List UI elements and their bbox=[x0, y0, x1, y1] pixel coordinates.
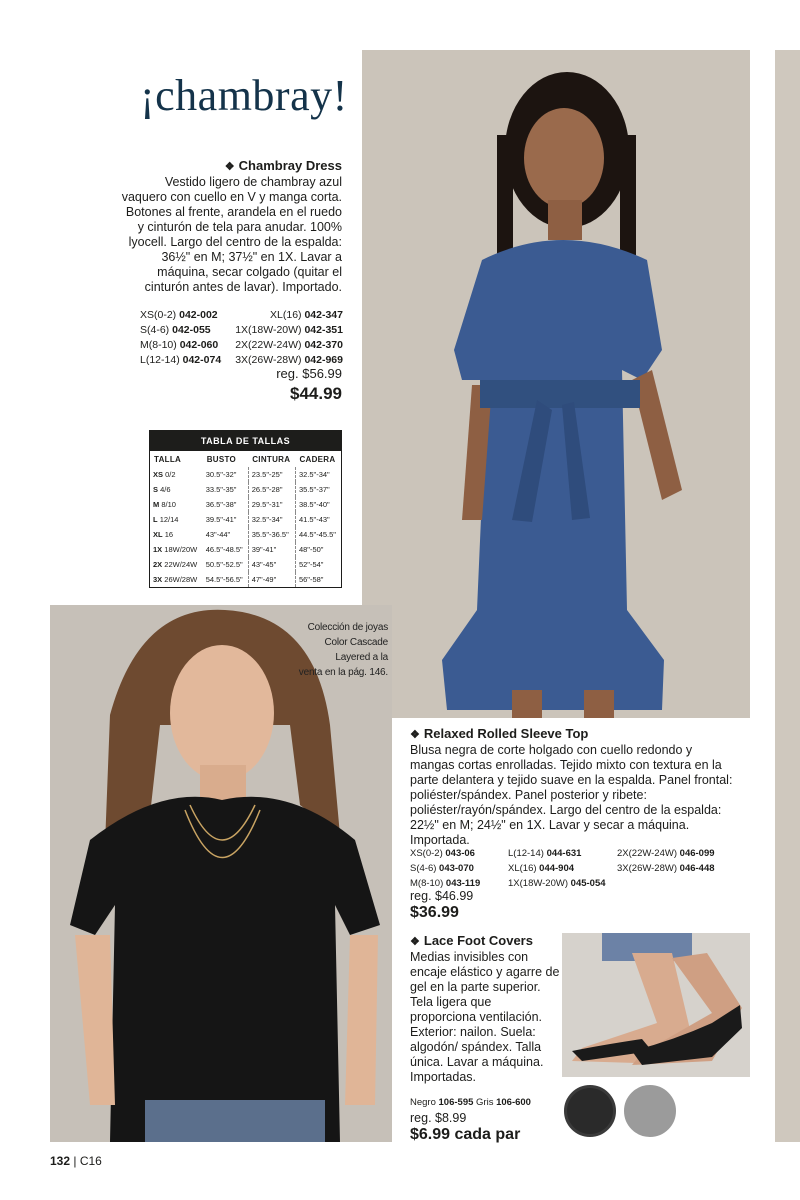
folio-separator: | bbox=[73, 1154, 77, 1168]
jewelry-note-line: venta en la pág. 146. bbox=[298, 667, 388, 678]
page-folio bbox=[50, 1154, 102, 1168]
swatch-black[interactable] bbox=[562, 1083, 618, 1139]
top-copy bbox=[410, 726, 740, 848]
sku-column: L(12-14) 044-631 XL(16) 044-904 1X(18W-20W) 045-054 bbox=[508, 848, 606, 889]
size-chart-row: XS 0/2 30.5"-32" 23.5"-25" 32.5"-34" bbox=[150, 467, 341, 482]
dress-model-photo bbox=[362, 50, 750, 718]
size-chart bbox=[149, 430, 342, 588]
size-chart-row: M 8/10 36.5"-38" 29.5"-31" 38.5"-40" bbox=[150, 497, 341, 512]
size-chart-header: CADERA bbox=[299, 455, 336, 464]
sku-column: 2X(22W-24W) 046-099 3X(26W-28W) 046-448 bbox=[617, 848, 715, 874]
catalog-code: C16 bbox=[79, 1154, 102, 1168]
size-chart-row: XL 16 43"-44" 35.5"-36.5" 44.5"-45.5" bbox=[150, 527, 341, 542]
diamond-icon: ❖ bbox=[410, 729, 420, 741]
size-chart-row: 2X 22W/24W 50.5"-52.5" 43"-45" 52"-54" bbox=[150, 557, 341, 572]
size-chart-title: TABLA DE TALLAS bbox=[150, 431, 341, 451]
dress-regular-price: reg. $56.99 bbox=[276, 366, 342, 381]
dress-sku-list bbox=[140, 308, 343, 368]
jewelry-note-line: Colección de joyas bbox=[307, 622, 388, 633]
covers-title-text: Lace Foot Covers bbox=[423, 933, 533, 948]
next-page-edge bbox=[775, 50, 800, 1142]
jewelry-note bbox=[298, 620, 388, 680]
page-number: 132 bbox=[50, 1154, 71, 1168]
sku-column: XS(0-2) 043-06 S(4-6) 043-070 M(8-10) 043-119 bbox=[410, 848, 481, 889]
dress-description: Vestido ligero de chambray azul vaquero con cuello en V y manga corta. Botones al frente, arandela en el ruedo y cinturón de tela para anudar. 100% lyocell. Largo del centro de la espalda: 36½" en M; 37½" en 1X. Lavar a máquina, secar colgado (quitar el cinturón antes de lavar). Importado. bbox=[121, 175, 342, 294]
top-model-photo bbox=[50, 605, 392, 1142]
sku-row: L(12-14) 042-074 3X(26W-28W) 042-969 bbox=[140, 354, 343, 366]
sku-row: XS(0-2) 042-002 XL(16) 042-347 bbox=[140, 309, 343, 321]
size-chart-header: TALLA bbox=[154, 455, 182, 464]
sku-row: S(4-6) 042-055 1X(18W-20W) 042-351 bbox=[140, 324, 343, 336]
covers-sku-line: Negro 106-595 Gris 106-600 bbox=[410, 1097, 531, 1108]
covers-description: Medias invisibles con encaje elástico y agarre de gel en la parte superior. Tela ligera que proporciona ventilación. Exterior: nailon. Suela: algodón/ spándex. Talla única. Lavar a máquina. Importadas. bbox=[410, 950, 560, 1084]
jewelry-note-line: Layered a la bbox=[335, 652, 388, 663]
swatch-gray[interactable] bbox=[622, 1083, 678, 1139]
covers-title bbox=[410, 933, 560, 950]
sku-row: M(8-10) 042-060 2X(22W-24W) 042-370 bbox=[140, 339, 343, 351]
covers-copy bbox=[410, 933, 560, 1085]
dress-sale-price: $44.99 bbox=[290, 384, 342, 403]
top-title-text: Relaxed Rolled Sleeve Top bbox=[423, 726, 589, 741]
dress-title bbox=[118, 158, 342, 175]
covers-sale-price: $6.99 cada par bbox=[410, 1126, 521, 1143]
size-chart-row: 3X 26W/28W 54.5"-56.5" 47"-49" 56"-58" bbox=[150, 572, 341, 587]
size-chart-header: CINTURA bbox=[252, 455, 291, 464]
foot-covers-photo bbox=[562, 933, 750, 1077]
covers-regular-price: reg. $8.99 bbox=[410, 1111, 467, 1125]
size-chart-header: BUSTO bbox=[206, 455, 237, 464]
jewelry-note-line: Color Cascade bbox=[324, 637, 388, 648]
diamond-icon: ❖ bbox=[410, 936, 420, 948]
size-chart-row: S 4/6 33.5"-35" 26.5"-28" 35.5"-37" bbox=[150, 482, 341, 497]
top-title bbox=[410, 726, 740, 743]
size-chart-row: L 12/14 39.5"-41" 32.5"-34" 41.5"-43" bbox=[150, 512, 341, 527]
dress-copy bbox=[118, 158, 342, 295]
page-headline: ¡chambray! bbox=[140, 71, 348, 120]
dress-title-text: Chambray Dress bbox=[238, 158, 342, 173]
diamond-icon: ❖ bbox=[224, 161, 235, 173]
size-chart-row: 1X 18W/20W 46.5"-48.5" 39"-41" 48"-50" bbox=[150, 542, 341, 557]
top-sale-price: $36.99 bbox=[410, 904, 459, 921]
top-regular-price: reg. $46.99 bbox=[410, 889, 474, 903]
top-description: Blusa negra de corte holgado con cuello redondo y mangas cortas enrolladas. Tejido mixto con textura en la parte delantera y tejido suave en la espalda. Panel frontal: poliéster/spándex. Panel posterior y ribete: poliéster/rayón/spándex. Largo del centro de la espalda: 22½" en M; 24½" en 1X. Lavar y secar a máquina. Importada. bbox=[410, 743, 733, 847]
